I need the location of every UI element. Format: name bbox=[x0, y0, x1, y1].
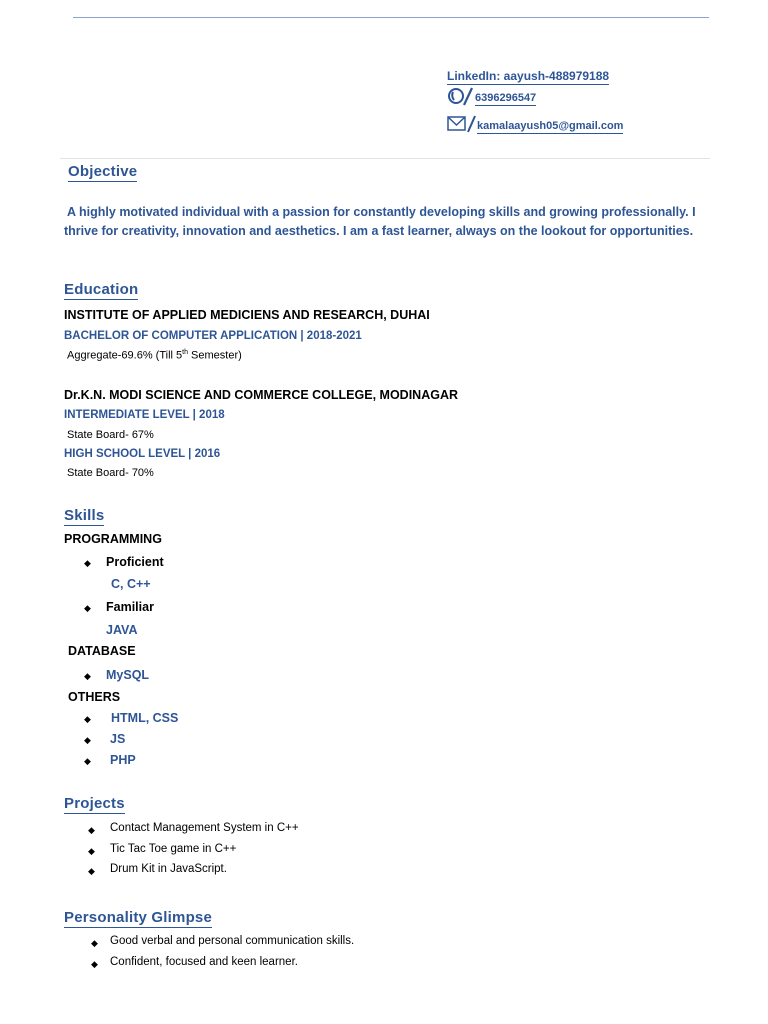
skill-category: DATABASE bbox=[68, 644, 136, 658]
phone-contact[interactable] bbox=[447, 86, 536, 109]
skill-value: HTML, CSS bbox=[111, 711, 179, 725]
envelope-icon bbox=[447, 115, 477, 136]
diamond-bullet-icon: ◆ bbox=[84, 714, 91, 724]
email-contact[interactable] bbox=[447, 115, 623, 136]
projects-heading: Projects bbox=[64, 795, 125, 812]
top-rule bbox=[73, 17, 709, 18]
project-item: Tic Tac Toe game in C++ bbox=[110, 843, 237, 855]
institution-name: INSTITUTE OF APPLIED MEDICIENS AND RESEARCH, DUHAI bbox=[64, 308, 430, 322]
skills-heading: Skills bbox=[64, 507, 105, 524]
project-item: Drum Kit in JavaScript. bbox=[110, 863, 227, 875]
skill-level: Proficient bbox=[106, 555, 164, 569]
diamond-bullet-icon: ◆ bbox=[84, 735, 91, 745]
level-title: HIGH SCHOOL LEVEL | 2016 bbox=[64, 448, 221, 460]
level-detail: State Board- 67% bbox=[67, 429, 154, 441]
objective-heading: Objective bbox=[68, 163, 138, 180]
diamond-bullet-icon: ◆ bbox=[84, 756, 91, 766]
diamond-bullet-icon: ◆ bbox=[84, 671, 91, 681]
skill-category: OTHERS bbox=[68, 690, 121, 704]
personality-heading: Personality Glimpse bbox=[64, 909, 213, 926]
personality-item: Good verbal and personal communication skills. bbox=[110, 935, 355, 947]
education-heading: Education bbox=[64, 281, 139, 298]
phone-icon bbox=[447, 86, 475, 109]
diamond-bullet-icon: ◆ bbox=[88, 825, 95, 835]
diamond-bullet-icon: ◆ bbox=[84, 558, 91, 568]
diamond-bullet-icon: ◆ bbox=[84, 603, 91, 613]
linkedin-contact[interactable]: LinkedIn: aayush-488979188 bbox=[447, 69, 610, 83]
degree-aggregate: Aggregate-69.6% (Till 5th Semester) bbox=[67, 349, 242, 362]
skill-value: PHP bbox=[110, 753, 136, 767]
institution-name: Dr.K.N. MODI SCIENCE AND COMMERCE COLLEGE, MODINAGAR bbox=[64, 388, 458, 402]
level-detail: State Board- 70% bbox=[67, 467, 154, 479]
email-address: kamalaayush05@gmail.com bbox=[477, 119, 624, 132]
divider bbox=[60, 158, 710, 159]
diamond-bullet-icon: ◆ bbox=[88, 866, 95, 876]
personality-item: Confident, focused and keen learner. bbox=[110, 956, 298, 968]
skill-category: PROGRAMMING bbox=[64, 532, 162, 546]
phone-number: 6396296547 bbox=[475, 91, 537, 104]
objective-text: A highly motivated individual with a passion for constantly developing skills and growing professionally. I thrive for creativity, innovation and aesthetics. I am a fast learner, always on the lookout for opportunities. bbox=[64, 205, 696, 238]
degree-title: BACHELOR OF COMPUTER APPLICATION | 2018-2021 bbox=[64, 330, 362, 342]
skill-value: C, C++ bbox=[111, 577, 151, 591]
project-item: Contact Management System in C++ bbox=[110, 822, 299, 834]
skill-value: JAVA bbox=[106, 623, 138, 637]
diamond-bullet-icon: ◆ bbox=[88, 846, 95, 856]
diamond-bullet-icon: ◆ bbox=[91, 959, 98, 969]
skill-value: JS bbox=[110, 732, 126, 746]
level-title: INTERMEDIATE LEVEL | 2018 bbox=[64, 409, 225, 421]
diamond-bullet-icon: ◆ bbox=[91, 938, 98, 948]
skill-level: Familiar bbox=[106, 600, 154, 614]
skill-value: MySQL bbox=[106, 668, 150, 682]
